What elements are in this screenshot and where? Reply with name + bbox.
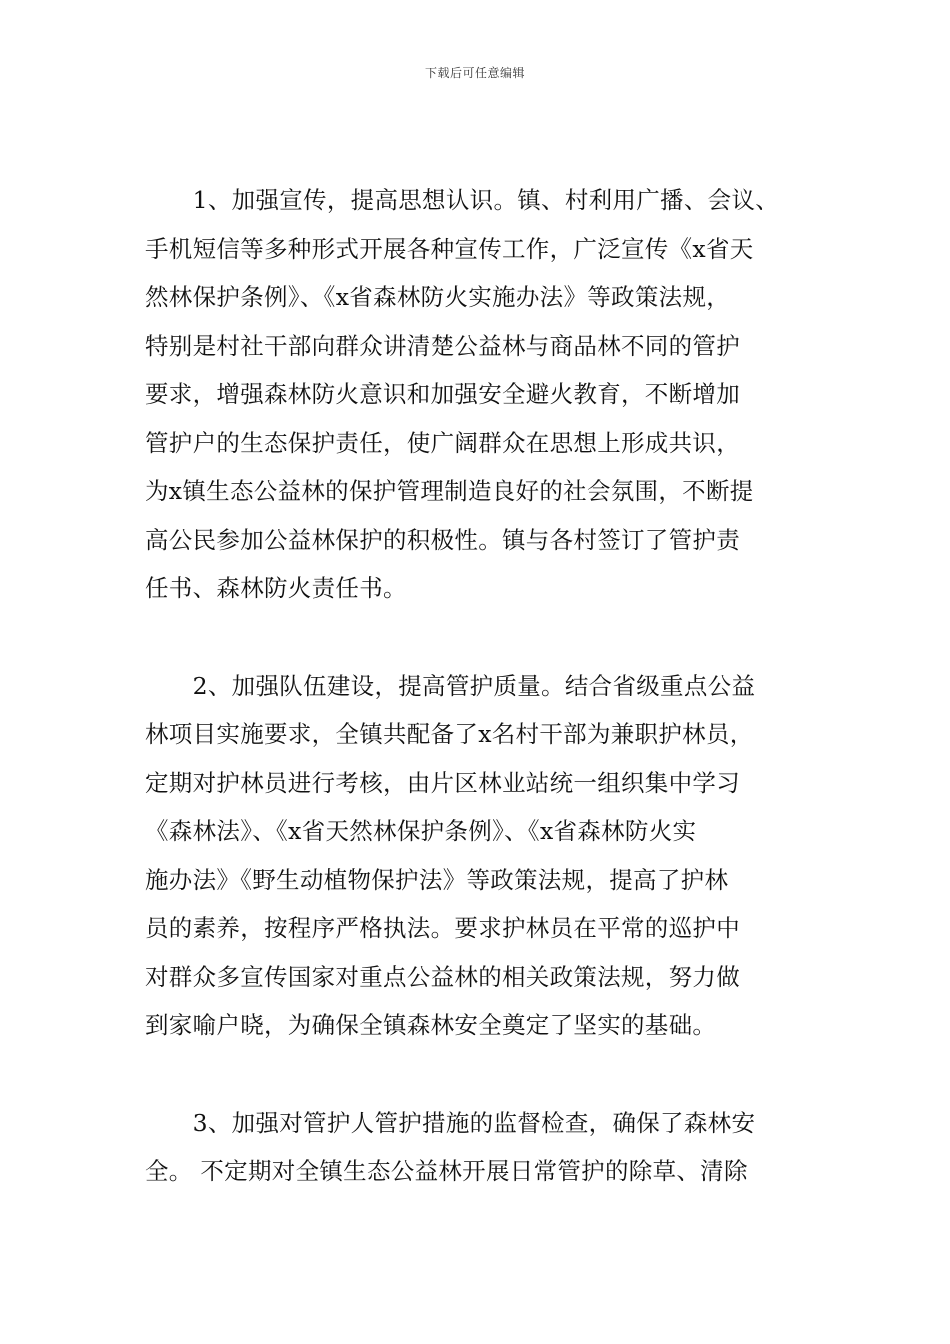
paragraph-2: [145, 662, 835, 1050]
paragraph-line: 到家喻户晓，为确保全镇森林安全奠定了坚实的基础。: [145, 1011, 717, 1039]
document-body: [145, 176, 835, 1196]
paragraph-line: 2、加强队伍建设，提高管护质量。结合省级重点公益: [145, 671, 756, 700]
paragraph-3: [145, 1099, 835, 1196]
paragraph-line: 施办法》《野生动植物保护法》等政策法规，提高了护林: [145, 865, 729, 894]
paragraph-line: 高公民参加公益林保护的积极性。镇与各村签订了管护责: [145, 525, 740, 554]
paragraph-line: 员的素养，按程序严格执法。要求护林员在平常的巡护中: [145, 914, 740, 942]
paragraph-line: 手机短信等多种形式开展各种宣传工作，广泛宣传《x省天: [145, 234, 754, 263]
paragraph-spacer: [145, 1050, 835, 1099]
paragraph-1: [145, 176, 835, 613]
paragraph-line: 要求，增强森林防火意识和加强安全避火教育，不断增加: [145, 380, 740, 408]
paragraph-line: 任书、森林防火责任书。: [145, 574, 407, 602]
paragraph-line: 然林保护条例》、《x省森林防火实施办法》等政策法规，: [145, 283, 731, 311]
paragraph-line: 《森林法》、《x省天然林保护条例》、《x省森林防火实: [145, 817, 697, 845]
paragraph-line: 3、加强对管护人管护措施的监督检查，确保了森林安: [145, 1108, 756, 1137]
paragraph-line: 全。 不定期对全镇生态公益林开展日常管护的除草、清除: [145, 1157, 748, 1185]
paragraph-spacer: [145, 613, 835, 662]
paragraph-line: 特别是村社干部向群众讲清楚公益林与商品林不同的管护: [145, 331, 740, 360]
paragraph-line: 林项目实施要求，全镇共配备了x名村干部为兼职护林员，: [145, 720, 754, 748]
paragraph-line: 定期对护林员进行考核，由片区林业站统一组织集中学习: [145, 768, 740, 797]
paragraph-line: 1、加强宣传，提高思想认识。镇、村利用广播、会议、: [145, 186, 780, 214]
paragraph-line: 管护户的生态保护责任，使广阔群众在思想上形成共识，: [145, 428, 740, 457]
page-header-note: 下载后可任意编辑: [424, 66, 525, 80]
paragraph-line: 为x镇生态公益林的保护管理制造良好的社会氛围，不断提: [145, 477, 754, 505]
paragraph-line: 对群众多宣传国家对重点公益林的相关政策法规，努力做: [145, 962, 740, 991]
